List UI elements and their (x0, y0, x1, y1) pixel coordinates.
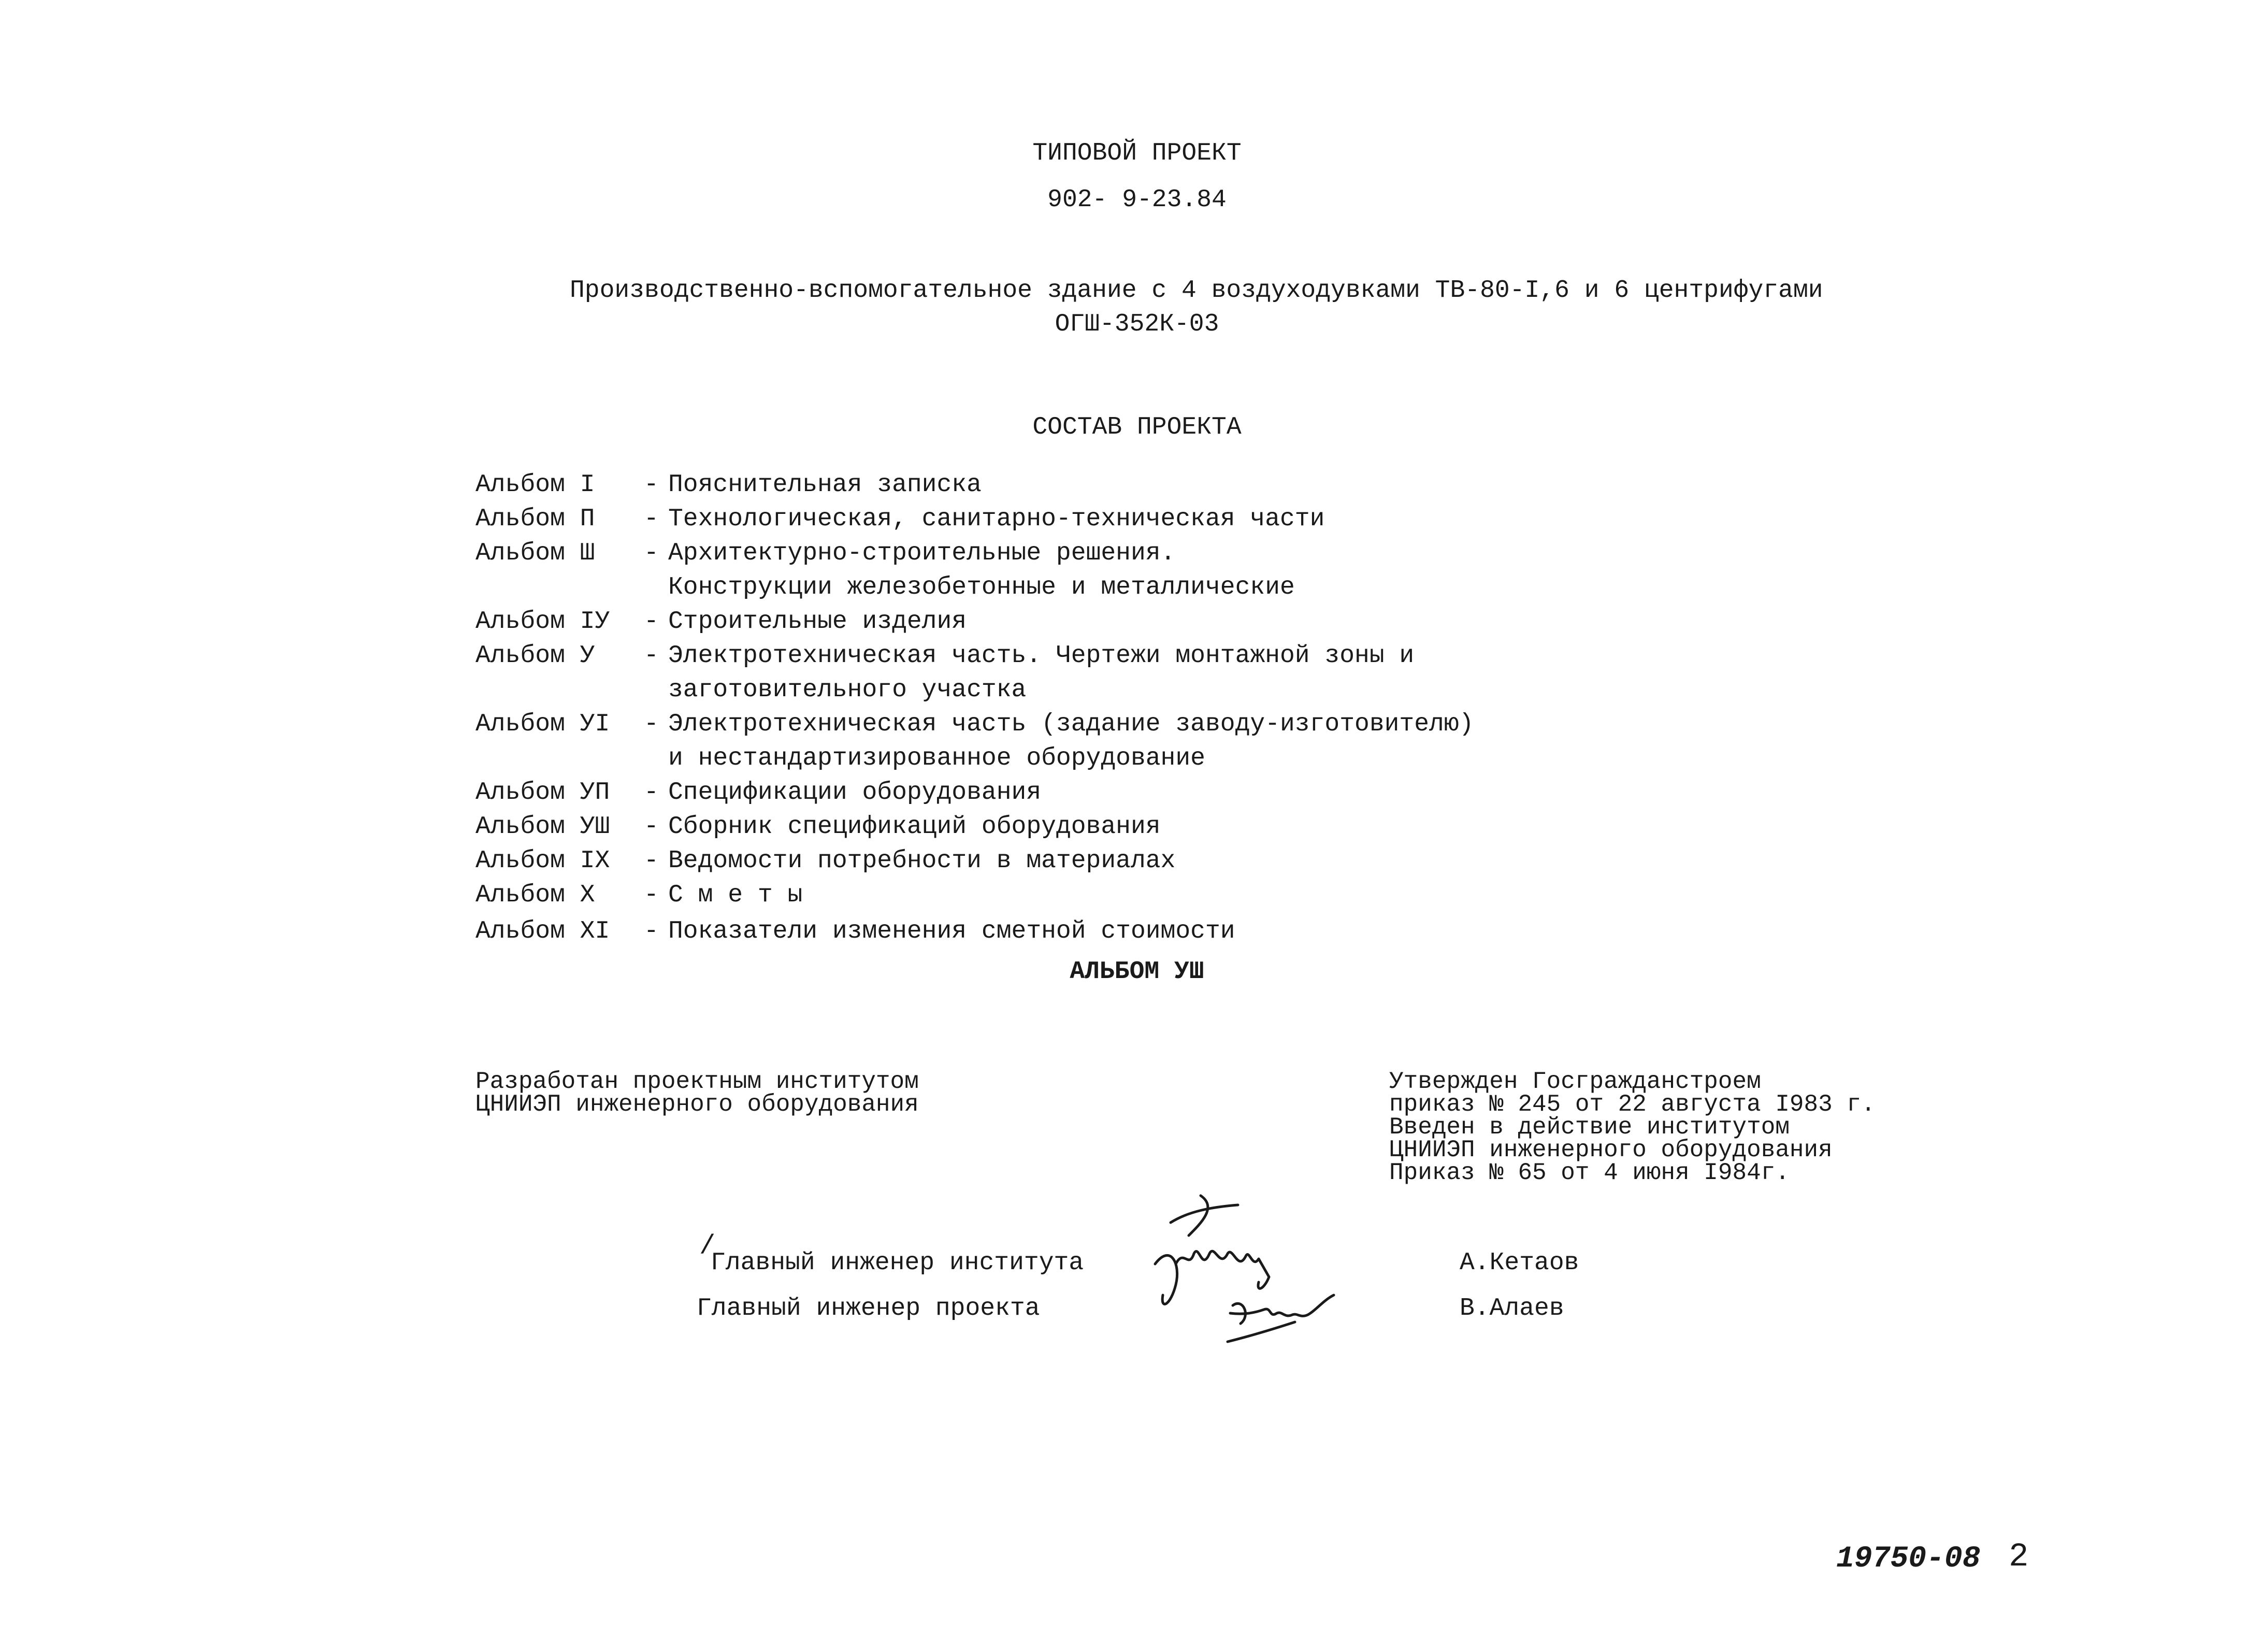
album-title: Электротехническая часть. Чертежи монтажной зоны и (668, 642, 1415, 670)
album-title: Ведомости потребности в материалах (668, 847, 1176, 875)
tick-mark: / (699, 1231, 716, 1261)
album-dash: - (644, 608, 659, 636)
album-label: Альбом X (475, 881, 595, 909)
album-dash: - (644, 881, 659, 909)
signature-role: Главный инженер института (711, 1249, 1084, 1277)
contents-heading: СОСТАВ ПРОЕКТА (1032, 413, 1242, 441)
album-dash: - (644, 847, 659, 875)
album-label: Альбом XI (475, 917, 610, 945)
album-title: С м е т ы (668, 881, 803, 909)
album-label: Альбом П (475, 505, 595, 533)
approval-line5: Приказ № 65 от 4 июня I984г. (1389, 1159, 1790, 1186)
approval-line2: приказ № 245 от 22 августа I983 г. (1389, 1091, 1876, 1118)
album-title: Спецификации оборудования (668, 779, 1042, 807)
signature-name: В.Алаев (1460, 1295, 1564, 1323)
project-description-line1: Производственно-вспомогательное здание с 4 воздуходувками ТВ-80-I,6 и 6 центрифугами (570, 277, 1823, 305)
album-title: Архитектурно-строительные решения. (668, 539, 1176, 567)
handwritten-signatures (1140, 1186, 1378, 1362)
album-label: Альбом УП (475, 779, 610, 807)
album-dash: - (644, 813, 659, 841)
album-label: Альбом I (475, 471, 595, 499)
album-dash: - (644, 642, 659, 670)
album-title-continuation: и нестандартизированное оборудование (668, 744, 1205, 772)
album-label: Альбом Ш (475, 539, 595, 567)
project-type-title: ТИПОВОЙ ПРОЕКТ (1032, 139, 1242, 167)
album-title-continuation: заготовительного участка (668, 676, 1027, 704)
page-number: 2 (2009, 1539, 2029, 1576)
album-dash: - (644, 917, 659, 945)
approval-line3: Введен в действие институтом (1389, 1114, 1790, 1141)
album-label: Альбом IX (475, 847, 610, 875)
album-title: Пояснительная записка (668, 471, 982, 499)
project-number: 902- 9-23.84 (1047, 186, 1227, 214)
current-album-heading: АЛЬБОМ УШ (1070, 958, 1204, 986)
album-dash: - (644, 710, 659, 738)
album-dash: - (644, 539, 659, 567)
signature-name: А.Кетаов (1460, 1249, 1579, 1277)
album-title: Электротехническая часть (задание заводу-изготовителю) (668, 710, 1474, 738)
project-description-line2: ОГШ-352К-03 (1055, 310, 1219, 338)
album-title: Строительные изделия (668, 608, 967, 636)
album-label: Альбом УI (475, 710, 610, 738)
album-label: Альбом У (475, 642, 595, 670)
developer-line2: ЦНИИЭП инженерного оборудования (475, 1091, 919, 1118)
album-dash: - (644, 779, 659, 807)
album-dash: - (644, 471, 659, 499)
album-title: Технологическая, санитарно-техническая части (668, 505, 1325, 533)
album-dash: - (644, 505, 659, 533)
album-title-continuation: Конструкции железобетонные и металлические (668, 573, 1295, 601)
document-code: 19750-08 (1836, 1542, 1981, 1576)
approval-line4: ЦНИИЭП инженерного оборудования (1389, 1137, 1833, 1163)
approval-line1: Утвержден Госгражданстроем (1389, 1068, 1761, 1095)
signature-role: Главный инженер проекта (697, 1295, 1040, 1323)
developer-line1: Разработан проектным институтом (475, 1068, 919, 1095)
album-title: Показатели изменения сметной стоимости (668, 917, 1235, 945)
album-title: Сборник спецификаций оборудования (668, 813, 1161, 841)
album-label: Альбом IУ (475, 608, 610, 636)
album-label: Альбом УШ (475, 813, 610, 841)
